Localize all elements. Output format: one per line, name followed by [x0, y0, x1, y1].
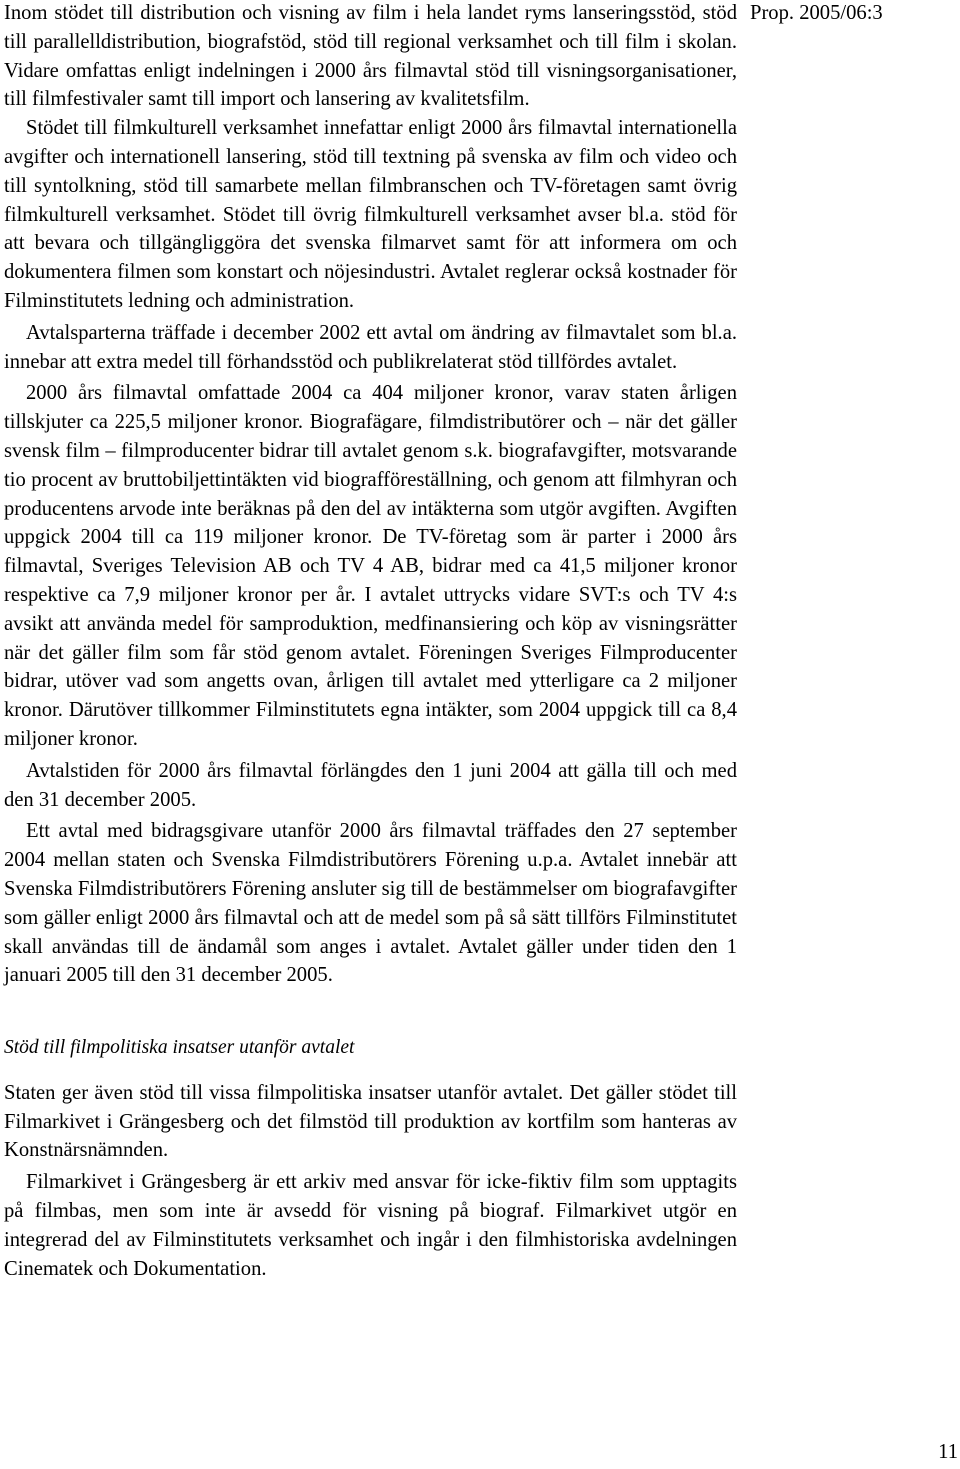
section-paragraph-1: Staten ger även stöd till vissa filmpolitiska insatser utanför avtalet. Det gäller stödet till Filmarkivet i Grängesberg och det filmstöd till produktion av kortfilm som hanteras av Konstnärsnämnden. — [4, 1081, 737, 1162]
body-paragraph-2: Stödet till filmkulturell verksamhet innefattar enligt 2000 års filmavtal internationella avgifter och internationell lansering, stöd till textning på svenska av film och video och till syntolkning, stöd till samarbete mellan filmbranschen och TV-företagen samt övrig filmkulturell verksamhet. Stödet till övrig filmkulturell verksamhet avser bl.a. stöd för att bevara och tillgängliggöra det svenska filmarvet samt för att informera om och dokumentera filmen som konstart och nöjesindustri. Avtalet reglerar också kostnader för Filminstitutets ledning och administration. — [4, 117, 737, 312]
body-paragraph-5: Avtalstiden för 2000 års filmavtal förlängdes den 1 juni 2004 att gälla till och med den 31 december 2005. — [4, 759, 737, 811]
section-heading: Stöd till filmpolitiska insatser utanför avtalet — [4, 1037, 355, 1059]
body-paragraph-4: 2000 års filmavtal omfattade 2004 ca 404 miljoner kronor, varav staten årligen tillskjuter ca 225,5 miljoner kronor. Biografägare, filmdistributörer och – när det gäller svensk film – filmproducenter bidrar till avtalet genom s.k. biografavgifter, motsvarande tio procent av bruttobiljettintäkten vid biografföreställning, och genom att filmhyran och producentens arvode inte beräknas på den del av intäkterna som utgör avgiften. Avgiften uppgick 2004 till ca 119 miljoner kronor. De TV-företag som är parter i 2000 års filmavtal, Sveriges Television AB och TV 4 AB, bidrar med ca 41,5 miljoner kronor respektive ca 7,9 miljoner kronor per år. I avtalet uttrycks vidare SVT:s och TV 4:s avsikt att använda medel för samproduktion, medfinansiering och köp av visningsrätter när det gäller film som får stöd genom avtalet. Föreningen Sveriges Filmproducenter bidrar, utöver vad som angetts ovan, årligen till avtalet med ytterligare ca 2 miljoner kronor. Därutöver tillkommer Filminstitutets egna intäkter, som 2004 uppgick till ca 8,4 miljoner kronor. — [4, 382, 737, 750]
body-paragraph-1: Inom stödet till distribution och visning av film i hela landet ryms lanseringsstöd, stöd till parallelldistribution, biografstöd, stöd till regional verksamhet och till film i skolan. Vidare omfattas enligt indelningen i 2000 års filmavtal stöd till visningsorganisationer, till filmfestivaler samt till import och lansering av kvalitetsfilm. — [4, 2, 737, 111]
proposition-reference: Prop. 2005/06:3 — [750, 2, 883, 24]
body-paragraph-6: Ett avtal med bidragsgivare utanför 2000 års filmavtal träffades den 27 september 2004 mellan staten och Svenska Filmdistributörers Förening u.p.a. Avtalet innebär att Svenska Filmdistributörers Förening ansluter sig till de bestämmelser om biografavgifter som gäller enligt 2000 års filmavtal och att de medel som på så sätt tillförs Filminstitutet skall användas till de ändamål som anges i avtalet. Avtalet gäller under tiden den 1 januari 2005 till den 31 december 2005. — [4, 820, 737, 987]
page-number: 11 — [938, 1441, 958, 1463]
document-body — [4, 0, 737, 1283]
body-paragraph-3: Avtalsparterna träffade i december 2002 ett avtal om ändring av filmavtalet som bl.a. innebar att extra medel till förhandsstöd och publikrelaterat stöd tillfördes avtalet. — [4, 321, 737, 373]
section-paragraph-2: Filmarkivet i Grängesberg är ett arkiv med ansvar för icke-fiktiv film som upptagits på filmbas, men som inte är avsedd för visning på biograf. Filmarkivet utgör en integrerad del av Filminstitutets verksamhet och ingår i den filmhistoriska avdelningen Cinematek och Dokumentation. — [4, 1171, 737, 1280]
